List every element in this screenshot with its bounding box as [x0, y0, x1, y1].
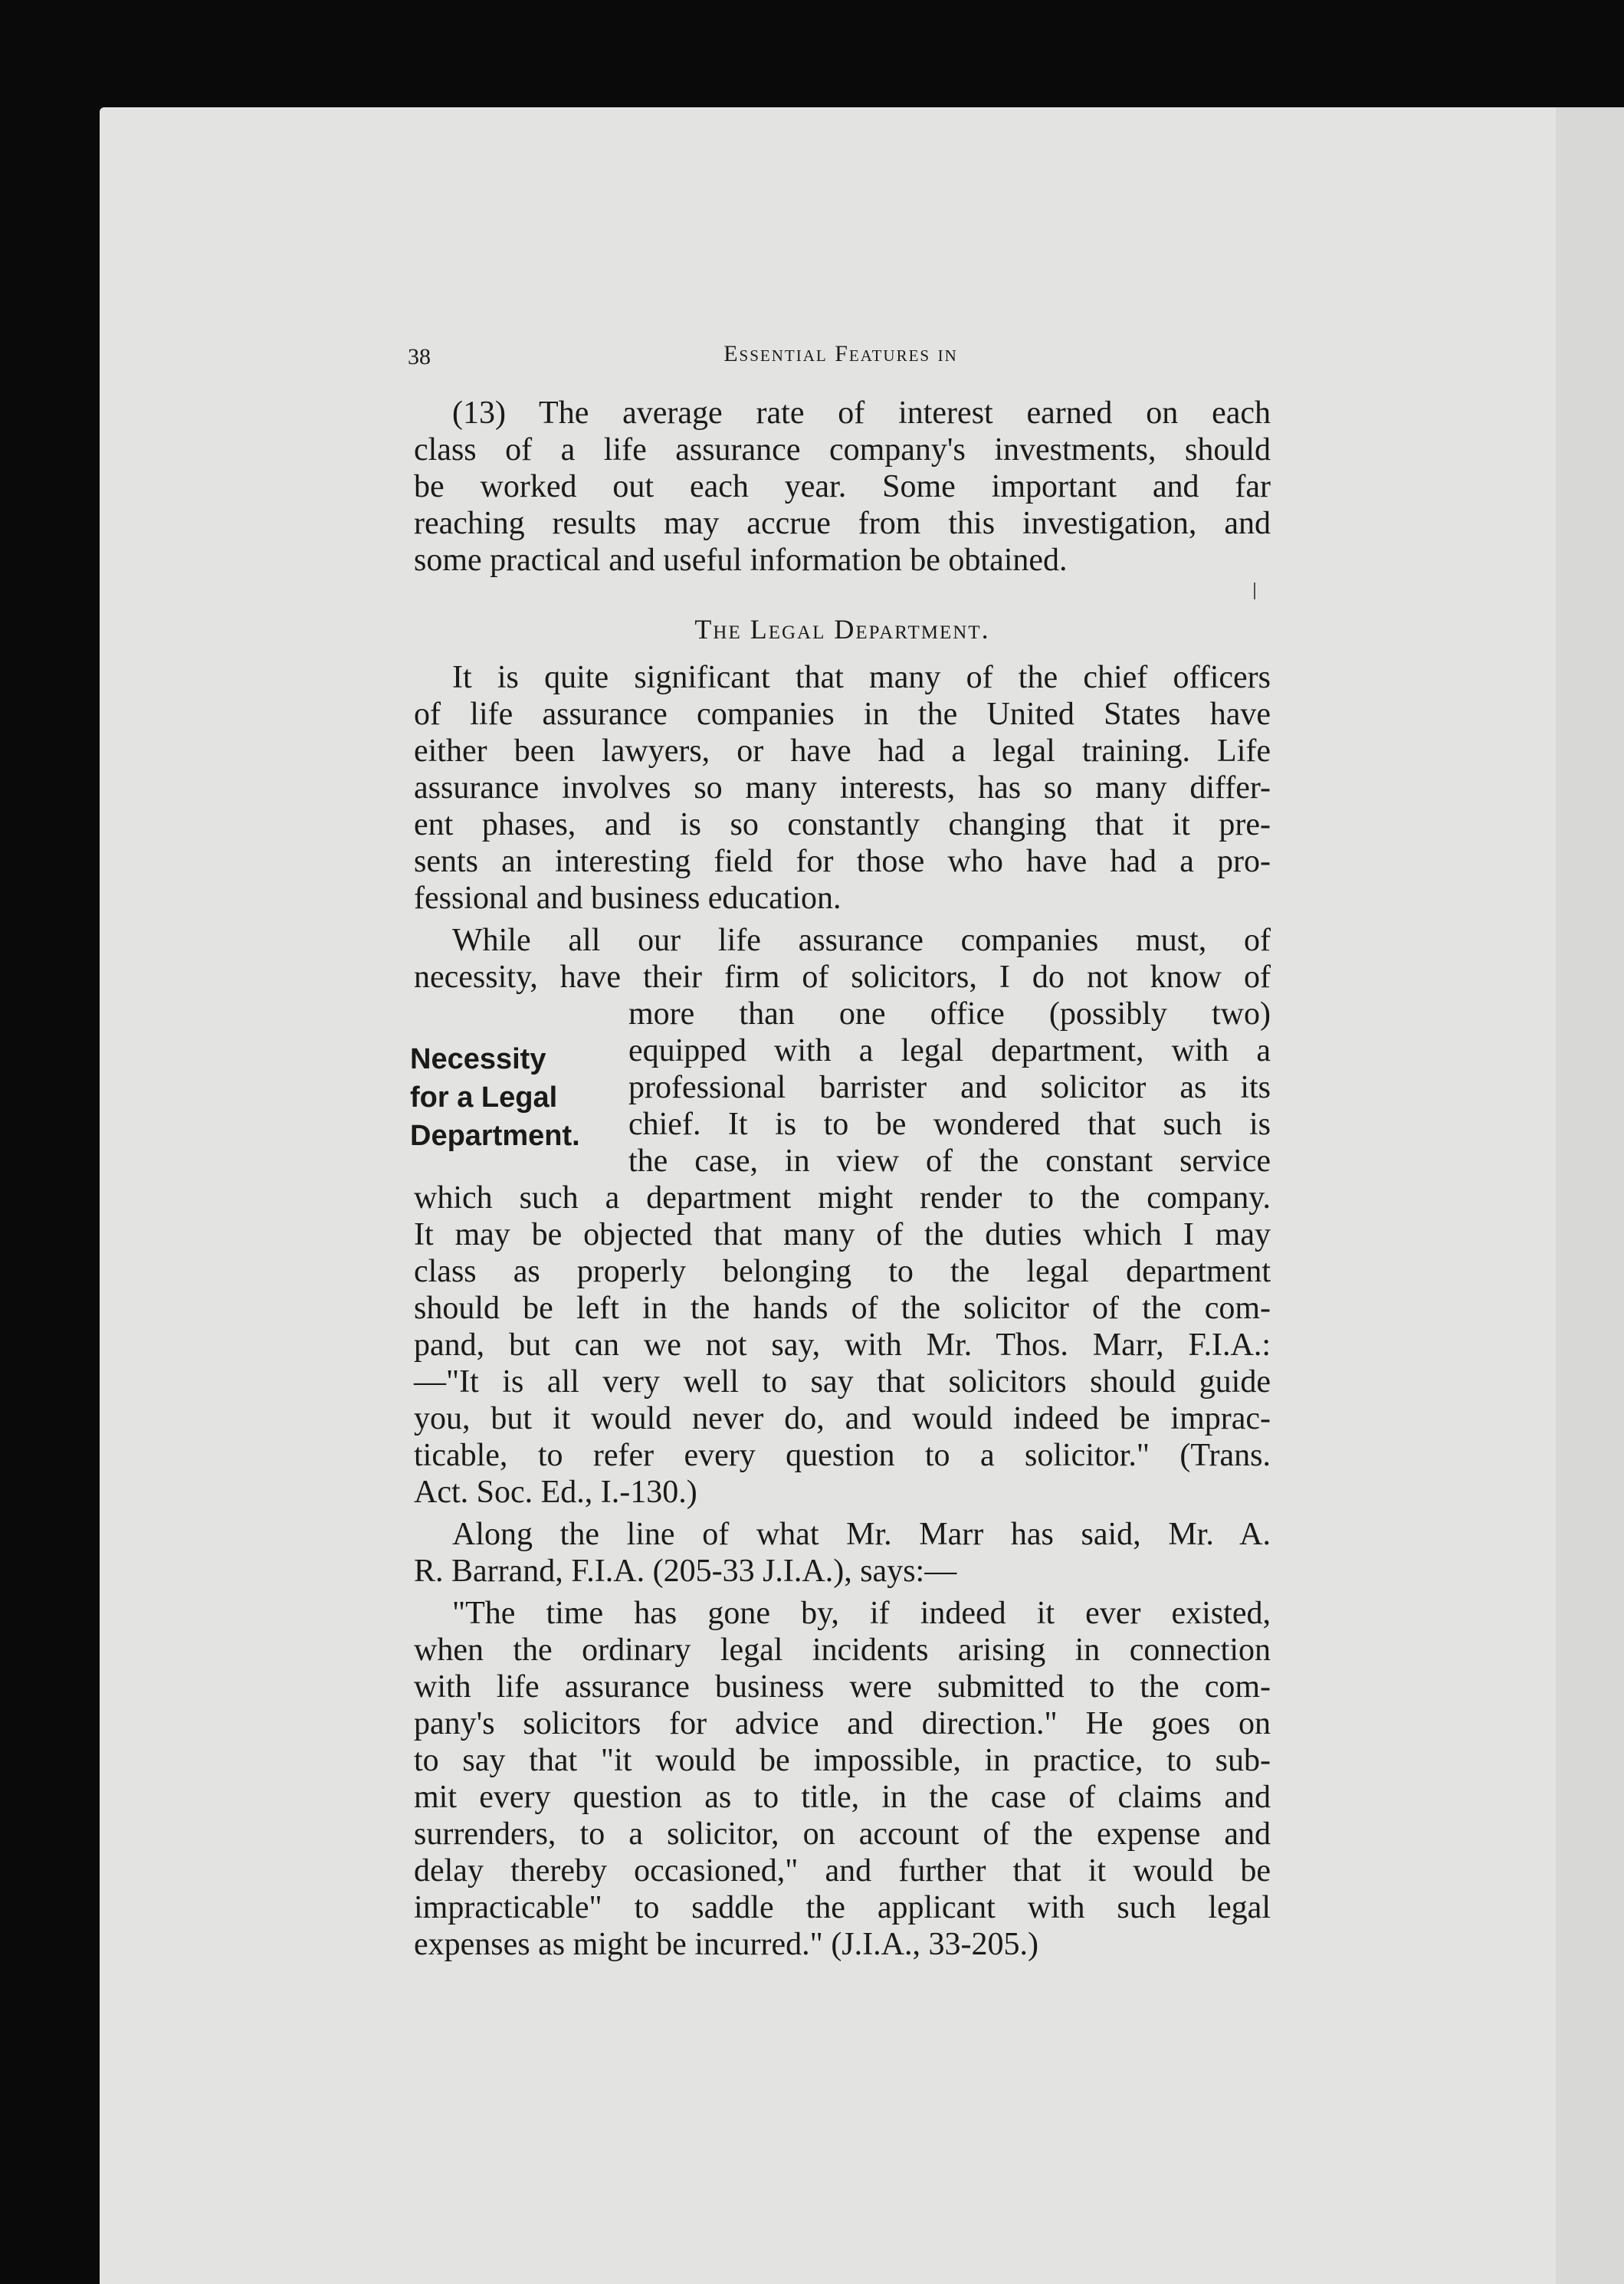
- text-line: should be left in the hands of the solicitor of the com-: [414, 1291, 1271, 1326]
- text-line: some practical and useful information be obtained.: [414, 543, 1068, 578]
- text-line: impracticable" to saddle the applicant with such legal: [414, 1890, 1271, 1925]
- text-line: with life assurance business were submitted to the com-: [414, 1669, 1271, 1705]
- text-line: R. Barrand, F.I.A. (205-33 J.I.A.), says:—: [414, 1554, 957, 1589]
- text-line: you, but it would never do, and would indeed be imprac-: [414, 1401, 1271, 1436]
- text-line: While all our life assurance companies must, of: [452, 923, 1271, 958]
- text-line: fessional and business education.: [414, 881, 842, 916]
- text-line: —"It is all very well to say that solicitors should guide: [414, 1364, 1271, 1400]
- text-line: It is quite significant that many of the chief officers: [452, 660, 1271, 695]
- text-line: delay thereby occasioned," and further that it would be: [414, 1853, 1271, 1889]
- page-number: 38: [408, 344, 431, 369]
- text-line: mit every question as to title, in the case of claims and: [414, 1780, 1271, 1815]
- running-title: Essential Features in: [723, 341, 958, 366]
- text-line: chief. It is to be wondered that such is: [628, 1107, 1271, 1142]
- text-line: expenses as might be incurred." (J.I.A., 33-205.): [414, 1927, 1038, 1962]
- text-line: surrenders, to a solicitor, on account of the expense and: [414, 1816, 1271, 1852]
- text-line: to say that "it would be impossible, in practice, to sub-: [414, 1743, 1271, 1778]
- text-line: pany's solicitors for advice and direction." He goes on: [414, 1706, 1271, 1741]
- text-line: when the ordinary legal incidents arising in connection: [414, 1633, 1271, 1668]
- text-line: sents an interesting field for those who have had a pro-: [414, 844, 1271, 879]
- text-line: the case, in view of the constant service: [628, 1144, 1271, 1179]
- text-line: be worked out each year. Some important and far: [414, 469, 1271, 504]
- text-line: It may be objected that many of the duties which I may: [414, 1217, 1271, 1252]
- text-line: professional barrister and solicitor as its: [628, 1070, 1271, 1105]
- text-line: which such a department might render to the company.: [414, 1180, 1271, 1216]
- text-line: ent phases, and is so constantly changing that it pre-: [414, 807, 1271, 842]
- text-line: pand, but can we not say, with Mr. Thos. Marr, F.I.A.:: [414, 1327, 1271, 1363]
- text-line: class as properly belonging to the legal department: [414, 1254, 1271, 1289]
- page-header: [408, 341, 1274, 379]
- section-heading: The Legal Department.: [694, 614, 990, 645]
- text-line: reaching results may accrue from this investigation, and: [414, 506, 1271, 541]
- text-line: assurance involves so many interests, has so many differ-: [414, 770, 1271, 806]
- margin-note-line: for a Legal: [410, 1081, 558, 1114]
- text-line: "The time has gone by, if indeed it ever existed,: [452, 1596, 1271, 1631]
- text-line: ticable, to refer every question to a solicitor." (Trans.: [414, 1438, 1271, 1473]
- page-edge: [1556, 107, 1624, 2284]
- text-line: Act. Soc. Ed., I.-130.): [414, 1475, 697, 1510]
- margin-note-line: Necessity: [410, 1043, 546, 1075]
- text-line: equipped with a legal department, with a: [628, 1033, 1271, 1068]
- text-line: more than one office (possibly two): [628, 996, 1271, 1032]
- text-line: necessity, have their firm of solicitors, I do not know of: [414, 960, 1271, 995]
- text-line: class of a life assurance company's investments, should: [414, 432, 1271, 468]
- text-line: of life assurance companies in the United States have: [414, 697, 1271, 732]
- margin-note: [410, 1040, 625, 1155]
- margin-note-line: Department.: [410, 1120, 580, 1152]
- text-line: Along the line of what Mr. Marr has said, Mr. A.: [452, 1517, 1271, 1552]
- text-line: either been lawyers, or have had a legal training. Life: [414, 733, 1271, 769]
- text-line: (13) The average rate of interest earned on each: [452, 395, 1271, 431]
- margin-mark: [1254, 582, 1255, 599]
